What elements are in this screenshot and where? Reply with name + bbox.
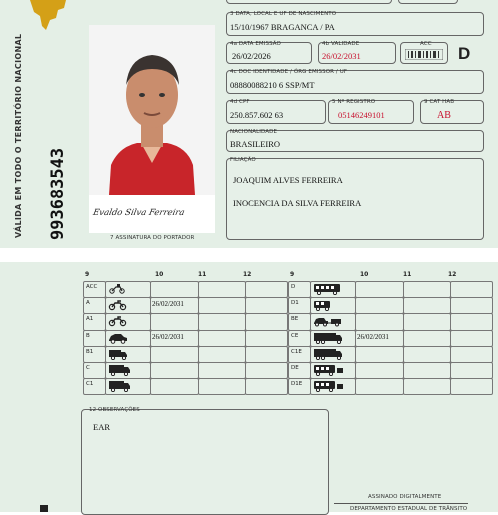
table-cell [355, 346, 404, 363]
id-doc-value: 08880088210 6 SSP/MT [230, 80, 315, 90]
nacionalidade-value: BRASILEIRO [230, 139, 281, 149]
small-truck-icon [108, 348, 140, 360]
validity-label: 4b VALIDADE [322, 41, 360, 47]
truck-icon [108, 364, 140, 376]
column-header-left-12: 12 [243, 271, 252, 278]
table-cell [150, 346, 199, 363]
category-code: D1 [291, 300, 299, 307]
validity-value: 26/02/2031 [322, 51, 361, 61]
cpf-label: 4d CPF [230, 99, 250, 105]
table-cell [198, 346, 246, 363]
category-code: DE [291, 365, 299, 371]
table-cell [198, 281, 246, 298]
table-cell [403, 297, 451, 314]
mother-name: INOCENCIA DA SILVA FERREIRA [233, 198, 362, 208]
table-cell [450, 313, 493, 330]
category-code: A1 [86, 316, 94, 323]
top-box-1 [226, 0, 392, 4]
table-cell [150, 378, 199, 395]
column-header-left-10: 10 [155, 271, 164, 278]
bus-trailer-icon [313, 364, 345, 376]
table-cell [245, 281, 288, 298]
table-cell [450, 362, 493, 379]
signature: Evaldo Silva Ferreira [91, 208, 186, 218]
column-header-left-9: 9 [85, 271, 90, 278]
table-cell [150, 313, 199, 330]
truck-icon [108, 380, 140, 392]
portrait-photo [89, 25, 215, 195]
category-code: A [86, 300, 90, 307]
category-code: D1E [291, 381, 303, 388]
filiacao-label: FILIAÇÃO [230, 157, 256, 163]
table-cell [450, 346, 493, 363]
table-cell [245, 330, 288, 347]
moped-icon [108, 283, 140, 295]
table-cell [245, 297, 288, 314]
issue-date-value: 26/02/2026 [232, 51, 271, 61]
brazil-map-icon [26, 0, 70, 34]
issue-date-label: 4a DATA EMISSÃO [230, 41, 281, 47]
table-cell [355, 297, 404, 314]
category-validity-date: 26/02/2031 [152, 332, 184, 341]
bus-trailer-icon [313, 380, 345, 392]
table-cell [355, 281, 404, 298]
barcode-icon [405, 49, 443, 60]
father-name: JOAQUIM ALVES FERREIRA [233, 175, 343, 185]
category-code: BE [291, 316, 299, 323]
table-cell [450, 330, 493, 347]
table-cell [450, 281, 493, 298]
table-cell [198, 330, 246, 347]
motorcycle-icon [108, 299, 140, 311]
table-cell [403, 346, 451, 363]
table-cell [450, 297, 493, 314]
back-edge-number [40, 505, 48, 512]
table-cell [450, 378, 493, 395]
signed-text: ASSINADO DIGITALMENTE [368, 494, 442, 500]
category-code: D [291, 284, 296, 290]
registro-value: 05146249101 [338, 110, 385, 120]
table-cell [355, 313, 404, 330]
registro-label: 5 Nº REGISTRO [332, 99, 376, 105]
column-header-right-12: 12 [448, 271, 457, 278]
top-box-2 [398, 0, 458, 4]
acc-label: ACC [420, 41, 432, 47]
column-header-right-11: 11 [403, 271, 412, 278]
table-cell [403, 281, 451, 298]
birth-value: 15/10/1967 BRAGANCA / PA [230, 22, 335, 32]
bus-icon [313, 283, 345, 295]
table-cell [245, 378, 288, 395]
footer-line [334, 503, 468, 504]
nacionalidade-label: NACIONALIDADE [230, 129, 278, 135]
table-cell [403, 378, 451, 395]
category-code: B [86, 332, 90, 339]
cat-hab-label: 9 CAT HAB [424, 99, 455, 105]
table-cell [150, 281, 199, 298]
table-cell [245, 346, 288, 363]
category-validity-date: 26/02/2031 [357, 332, 389, 341]
table-cell [403, 362, 451, 379]
table-cell [198, 313, 246, 330]
cat-hab-value: AB [437, 110, 451, 121]
category-code: C1 [86, 381, 94, 388]
side-number: 993683543 [48, 147, 68, 240]
table-cell [198, 378, 246, 395]
observacoes-label: 12 OBSERVAÇÕES [89, 407, 140, 413]
car-icon [108, 332, 140, 344]
observacoes-field [81, 409, 329, 515]
table-cell [245, 362, 288, 379]
category-code: C1E [291, 348, 302, 355]
category-validity-date: 26/02/2031 [152, 300, 184, 309]
table-cell [198, 297, 246, 314]
category-code: C [86, 365, 90, 371]
table-cell [355, 378, 404, 395]
category-code: B1 [86, 348, 94, 355]
validity-text: VÁLIDA EM TODO O TERRITÓRIO NACIONAL [14, 33, 23, 238]
category-letter: D [458, 44, 471, 63]
motorcycle-icon [108, 315, 140, 327]
category-code: CE [291, 332, 299, 339]
department-text: DEPARTAMENTO ESTADUAL DE TRÂNSITO [350, 506, 468, 512]
table-cell [355, 362, 404, 379]
license-front [0, 0, 498, 248]
column-header-right-9: 9 [290, 271, 295, 278]
table-cell [403, 313, 451, 330]
minibus-icon [313, 299, 345, 311]
id-doc-label: 4c DOC IDENTIDADE / ÓRG EMISSOR / UF [230, 69, 348, 75]
truck-trailer-icon [313, 332, 345, 344]
car-trailer-icon [313, 315, 345, 327]
table-cell [403, 330, 451, 347]
signature-caption: 7 ASSINATURA DO PORTADOR [110, 235, 195, 241]
column-header-right-10: 10 [360, 271, 369, 278]
table-cell [198, 362, 246, 379]
table-cell [150, 362, 199, 379]
cpf-value: 250.857.602 63 [230, 110, 284, 120]
truck-trailer-icon [313, 348, 345, 360]
birth-label: 3 DATA, LOCAL E UF DE NASCIMENTO [230, 11, 337, 17]
column-header-left-11: 11 [198, 271, 207, 278]
category-code: ACC [86, 284, 98, 290]
observacoes-value: EAR [93, 422, 110, 432]
table-cell [245, 313, 288, 330]
